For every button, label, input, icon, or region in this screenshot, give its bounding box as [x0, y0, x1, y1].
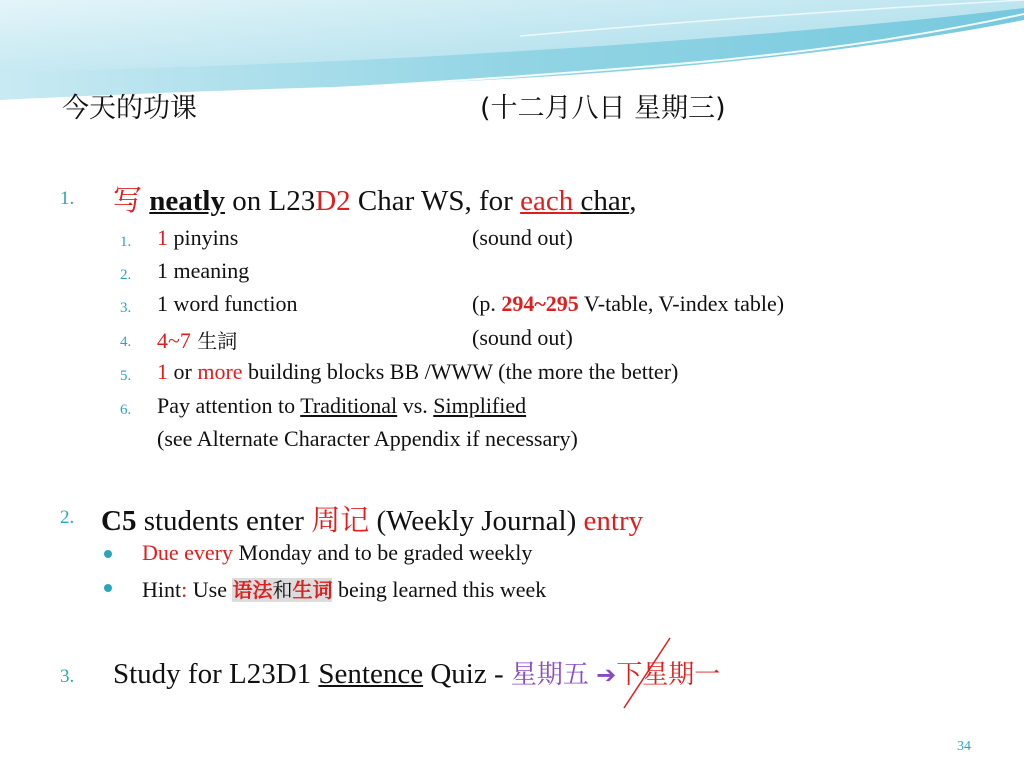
item-1-number: 1. — [60, 188, 75, 209]
item-2-due-every: Due every — [142, 540, 234, 565]
item-1-write: 写 — [113, 183, 143, 217]
sub-4-text — [157, 325, 237, 354]
item-2-zhouji: 周记 — [311, 503, 370, 537]
item-2-bullet-1 — [142, 540, 532, 566]
item-1-neatly: neatly — [149, 185, 225, 217]
sub-6-number: 6. — [120, 402, 132, 418]
sub-5-number: 5. — [120, 368, 132, 384]
sub-5-more: more — [197, 359, 243, 384]
sub-3-right-pre: (p. — [472, 291, 502, 316]
item-2-yufa: 语法 — [232, 578, 273, 602]
arrow-right-icon: ➔ — [596, 661, 617, 689]
item-2-bullet-2-text: being learned this week — [332, 577, 547, 602]
page-date: (十二月八日 星期三) — [480, 93, 726, 124]
sub-1-lead: 1 — [157, 225, 168, 250]
sub-3-number: 3. — [120, 300, 132, 316]
item-2-text1: students enter — [136, 505, 312, 537]
sub-5-label: building blocks BB /WWW (the more the better) — [242, 359, 679, 384]
sub-5-text — [157, 359, 678, 385]
sub-5-lead: 1 — [157, 359, 168, 384]
sub-3-right — [472, 291, 784, 317]
sub-6-vs: vs. — [397, 393, 434, 418]
bullet-dot-2 — [104, 584, 112, 592]
item-1-charws: Char WS, for — [350, 185, 521, 217]
sub-1-label: pinyins — [168, 225, 239, 250]
sub-4-label: 生詞 — [190, 329, 238, 353]
sub-3-pages: 294~295 — [501, 291, 579, 316]
page-title: 今天的功课 — [62, 93, 197, 124]
item-1-char: char — [580, 185, 630, 217]
item-2-hint-colon: : — [181, 577, 188, 602]
item-1-comma: , — [629, 185, 637, 217]
item-3-friday: 星期五 — [510, 660, 589, 690]
sub-6-traditional: Traditional — [300, 393, 398, 418]
sub-2-number: 2. — [120, 267, 132, 283]
item-1-each: each — [520, 185, 581, 217]
item-3-text2: Quiz - — [423, 658, 511, 690]
item-2-number: 2. — [60, 507, 75, 528]
sub-4-right: (sound out) — [472, 325, 573, 350]
sub-1-number: 1. — [120, 234, 132, 250]
item-2-bullet-2 — [142, 574, 546, 603]
item-2-shengci: 生词 — [292, 578, 333, 602]
item-2-text — [101, 498, 643, 539]
item-2-hint: Hint — [142, 577, 182, 602]
item-2-text2: (Weekly Journal) — [369, 505, 584, 537]
item-3-text1: Study for L23D1 — [113, 658, 319, 690]
sub-6-line2: (see Alternate Character Appendix if necessary) — [157, 426, 578, 451]
strikethrough-mark — [620, 636, 676, 710]
sub-4-lead: 4~7 — [157, 328, 191, 353]
item-2-he: 和 — [272, 578, 293, 602]
sub-3-text: 1 word function — [157, 291, 298, 316]
item-2-entry: entry — [583, 505, 644, 537]
item-3-number: 3. — [60, 666, 75, 687]
sub-1-text — [157, 225, 238, 251]
item-2-c5: C5 — [101, 505, 137, 537]
item-3-sentence: Sentence — [318, 658, 424, 690]
item-1-text — [113, 178, 636, 219]
sub-2-text: 1 meaning — [157, 258, 250, 283]
sub-1-right: (sound out) — [472, 225, 573, 250]
sub-5-or: or — [168, 359, 198, 384]
item-3-next-monday: 下星期一 — [616, 660, 721, 690]
sub-4-number: 4. — [120, 334, 132, 350]
bullet-dot-1 — [104, 550, 112, 558]
sub-6-simplified: Simplified — [433, 393, 527, 418]
item-1-on: on L23 — [224, 185, 316, 217]
item-2-bullet-1-text: Monday and to be graded weekly — [233, 540, 533, 565]
sub-6-text — [157, 393, 526, 419]
item-1-d2: D2 — [315, 185, 351, 217]
item-2-use: Use — [187, 577, 233, 602]
page-number: 34 — [957, 739, 971, 754]
sub-6-pre: Pay attention to — [157, 393, 301, 418]
sub-3-right-post: V-table, V-index table) — [578, 291, 785, 316]
